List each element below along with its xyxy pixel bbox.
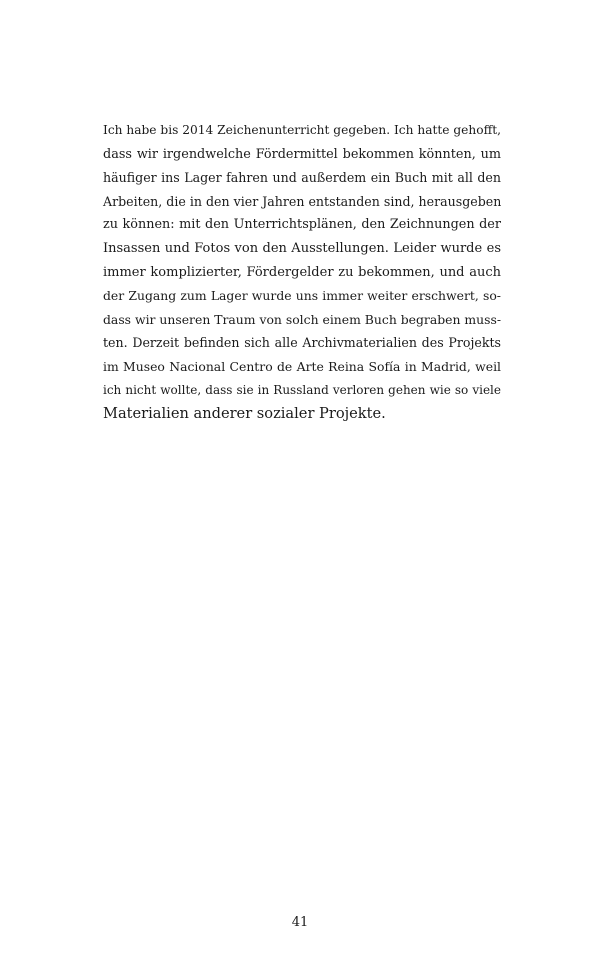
text-line: ten. Derzeit befinden sich alle Archivmaterialien des Projekts bbox=[103, 335, 501, 351]
text-line: zu können: mit den Unterrichtsplänen, den Zeichnungen der bbox=[103, 217, 501, 233]
page-number: 41 bbox=[291, 915, 309, 930]
text-line: häufiger ins Lager fahren und außerdem ein Buch mit all den bbox=[103, 170, 501, 186]
text-line: dass wir irgendwelche Fördermittel bekommen könnten, um bbox=[103, 146, 501, 162]
text-line: Insassen und Fotos von den Ausstellungen. Leider wurde es bbox=[103, 240, 501, 256]
text-line: Materialien anderer sozialer Projekte. bbox=[103, 405, 386, 423]
text-line: ich nicht wollte, dass sie in Russland verloren gehen wie so viele bbox=[103, 382, 501, 397]
text-line: dass wir unseren Traum von solch einem Buch begraben muss- bbox=[103, 311, 502, 327]
text-line: im Museo Nacional Centro de Arte Reina Sofía in Madrid, weil bbox=[103, 358, 501, 374]
text-line: der Zugang zum Lager wurde uns immer weiter erschwert, so- bbox=[103, 288, 501, 304]
body-paragraph bbox=[103, 119, 501, 426]
text-line: Ich habe bis 2014 Zeichenunterricht gegeben. Ich hatte gehofft, bbox=[103, 123, 501, 137]
text-line: immer komplizierter, Fördergelder zu bekommen, und auch bbox=[103, 264, 501, 280]
text-line: Arbeiten, die in den vier Jahren entstanden sind, herausgeben bbox=[103, 193, 502, 209]
